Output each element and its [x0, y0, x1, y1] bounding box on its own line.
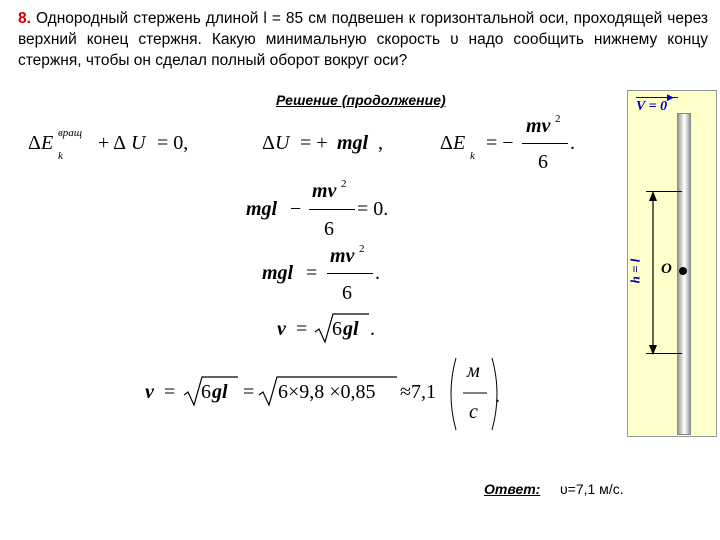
height-arrow — [647, 191, 659, 355]
problem-number: 8. — [18, 10, 31, 27]
eq6-eq: = — [296, 318, 308, 340]
eq4-fraction-bar — [309, 209, 355, 210]
eq6-sqrt-sign — [314, 312, 370, 346]
eq1-e: E — [41, 132, 54, 154]
eq7-eq2: = — [243, 381, 255, 403]
eq6-rad: gl — [343, 318, 359, 340]
eq4-num: mv — [312, 180, 337, 202]
eq7-eq: = — [164, 381, 176, 403]
eq3-eq: = − — [486, 132, 514, 154]
eq3-end: . — [570, 132, 575, 154]
eq3-e: E — [453, 132, 466, 154]
problem-text: Однородный стержень длиной l = 85 см подвешен к горизонтальной оси, проходящей через верхний конец стержня. Какую минимальную скорость υ надо сообщить нижнему концу стержня, чтобы он сделал полный оборот вокруг оси? — [18, 10, 708, 69]
solution-heading: Решение (продолжение) — [276, 92, 446, 108]
eq4-rhs: = 0. — [357, 198, 389, 220]
eq7-unit-den: с — [469, 401, 478, 423]
eq6-coef: 6 — [332, 318, 342, 340]
eq4-den: 6 — [324, 218, 334, 240]
eq1-u: U — [131, 132, 146, 154]
eq1-rhs: = 0, — [157, 132, 189, 154]
eq5-fraction-bar — [327, 273, 373, 274]
eq7-rad2: 6×9,8 ×0,85 — [278, 381, 376, 403]
eq2-eq: = + — [300, 132, 328, 154]
pivot-point — [679, 267, 687, 275]
eq3-pow: 2 — [555, 113, 561, 125]
eq1-delta: Δ — [28, 132, 41, 154]
eq7-v: v — [145, 381, 154, 403]
eq7-rad: gl — [212, 381, 228, 403]
eq5-pow: 2 — [359, 243, 365, 255]
velocity-label: V = 0 — [636, 99, 668, 114]
eq3-sub: k — [470, 150, 475, 162]
eq3-fraction-bar — [522, 143, 568, 144]
eq2-u: U — [275, 132, 290, 154]
eq5-mgl: mgl — [262, 262, 294, 284]
axis-label: O — [661, 261, 672, 277]
answer-label: Ответ: — [484, 481, 541, 497]
eq7-sqrt-sign-1 — [183, 375, 239, 409]
eq2-delta: Δ — [262, 132, 275, 154]
eq4-pow: 2 — [341, 178, 347, 190]
eq5-num: mv — [330, 245, 355, 267]
eq6-end: . — [370, 318, 375, 340]
eq7-approx: ≈7,1 — [400, 381, 436, 403]
eq3-delta: Δ — [440, 132, 453, 154]
eq4-mgl: mgl — [246, 198, 278, 220]
rod-diagram — [627, 90, 717, 437]
eq3-num: mv — [526, 115, 551, 137]
eq3-den: 6 — [538, 151, 548, 173]
eq1-plus: + Δ — [98, 132, 127, 154]
height-label: h = l — [627, 258, 643, 284]
velocity-arrow-head: ▶ — [667, 92, 674, 102]
eq7-coef: 6 — [201, 381, 211, 403]
eq1-sup: вращ — [58, 127, 83, 139]
answer-text: υ=7,1 м/с. — [560, 481, 624, 497]
eq1-sub: k — [58, 150, 63, 162]
eq5-eq: = — [306, 262, 318, 284]
eq6-v: v — [277, 318, 286, 340]
eq5-den: 6 — [342, 282, 352, 304]
eq7-end: . — [495, 385, 500, 407]
eq4-minus: − — [290, 198, 302, 220]
eq5-end: . — [375, 262, 380, 284]
eq7-unit-num: м — [467, 360, 480, 382]
eq2-mgl: mgl — [337, 132, 369, 154]
eq2-comma: , — [378, 132, 383, 154]
problem-statement — [18, 8, 708, 71]
